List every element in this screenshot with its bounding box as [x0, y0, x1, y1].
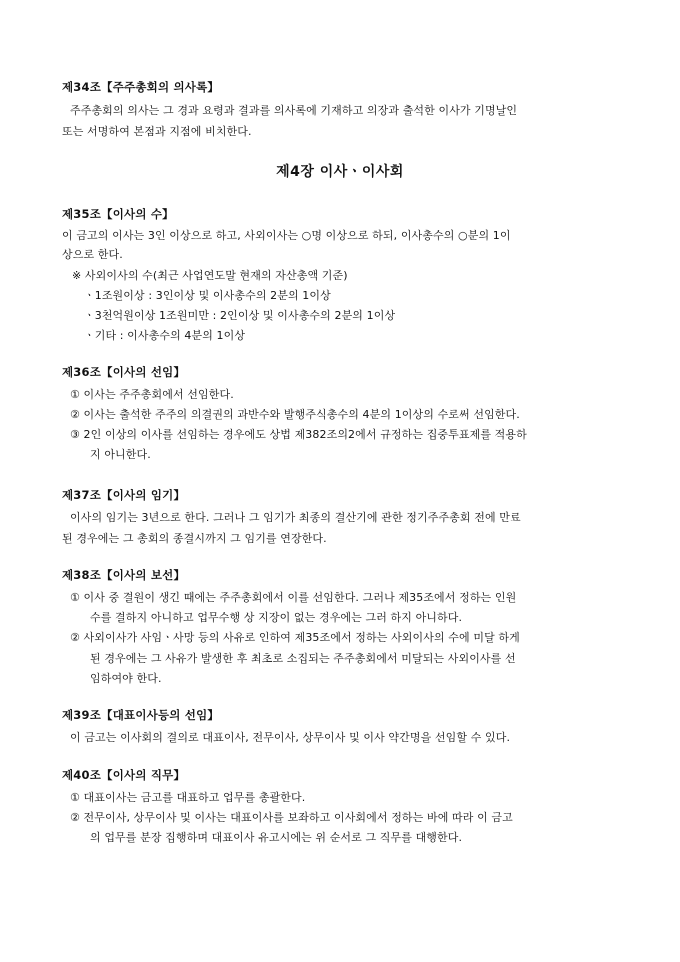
article-39-line-1: 이 금고는 이사회의 결의로 대표이사, 전무이사, 상무이사 및 이사 약간명을 선임할 수 있다.	[70, 731, 511, 744]
article-38-item-2-cont-1: 된 경우에는 그 사유가 발생한 후 최초로 소집되는 주주총회에서 미달되는 사외이사를 선	[90, 652, 516, 665]
article-40-item-2: ② 전무이사, 상무이사 및 이사는 대표이사를 보좌하고 이사회에서 정하는 바에 따라 이 금고	[70, 811, 513, 824]
article-37-heading: 제37조【이사의 임기】	[62, 488, 186, 502]
article-35-line-1: 이 금고의 이사는 3인 이상으로 하고, 사외이사는 ○명 이상으로 하되, 이사총수의 ○분의 1이	[62, 229, 511, 242]
article-40-item-2-cont: 의 업무를 분장 집행하며 대표이사 유고시에는 위 순서로 그 직무를 대행한다.	[90, 831, 463, 844]
article-35-note-item-1: ㆍ1조원이상 : 3인이상 및 이사총수의 2분의 1이상	[84, 289, 331, 302]
article-34-line-1: 주주총회의 의사는 그 경과 요령과 결과를 의사록에 기재하고 의장과 출석한 이사가 기명날인	[70, 104, 518, 117]
article-35-heading: 제35조【이사의 수】	[62, 207, 174, 221]
article-38-item-2-cont-2: 임하여야 한다.	[90, 672, 162, 685]
article-38-item-1: ① 이사 중 결원이 생긴 때에는 주주총회에서 이를 선임한다. 그러나 제35조에서 정하는 인원	[70, 591, 517, 604]
article-38-heading: 제38조【이사의 보선】	[62, 568, 186, 582]
article-40-heading: 제40조【이사의 직무】	[62, 768, 186, 782]
article-38-item-1-cont: 수를 결하지 아니하고 업무수행 상 지장이 없는 경우에는 그러 하지 아니하다.	[90, 611, 463, 624]
article-36-heading: 제36조【이사의 선임】	[62, 365, 186, 379]
article-35-note-item-2: ㆍ3천억원이상 1조원미만 : 2인이상 및 이사총수의 2분의 1이상	[84, 309, 396, 322]
article-37-line-2: 된 경우에는 그 총회의 종결시까지 그 임기를 연장한다.	[62, 532, 327, 545]
article-34-heading: 제34조【주주총회의 의사록】	[62, 80, 220, 94]
article-35-line-2: 상으로 한다.	[62, 248, 123, 261]
article-36-item-3: ③ 2인 이상의 이사를 선임하는 경우에도 상법 제382조의2에서 규정하는 집중투표제를 적용하	[70, 428, 527, 441]
article-37-line-1: 이사의 임기는 3년으로 한다. 그러나 그 임기가 최종의 결산기에 관한 정기주주총회 전에 만료	[70, 511, 521, 524]
article-35-note: ※ 사외이사의 수(최근 사업연도말 현재의 자산총액 기준)	[72, 269, 348, 282]
article-40-item-1: ① 대표이사는 금고를 대표하고 업무를 총괄한다.	[70, 791, 306, 804]
article-36-item-1: ① 이사는 주주총회에서 선임한다.	[70, 388, 234, 401]
article-35-note-item-3: ㆍ기타 : 이사총수의 4분의 1이상	[84, 329, 246, 342]
article-36-item-3-cont: 지 아니한다.	[90, 448, 151, 461]
chapter-title: 제4장 이사ㆍ이사회	[276, 164, 404, 180]
article-38-item-2: ② 사외이사가 사임ㆍ사망 등의 사유로 인하여 제35조에서 정하는 사외이사의 수에 미달 하게	[70, 631, 520, 644]
article-39-heading: 제39조【대표이사등의 선임】	[62, 708, 220, 722]
article-34-line-2: 또는 서명하여 본점과 지점에 비치한다.	[62, 125, 252, 138]
article-36-item-2: ② 이사는 출석한 주주의 의결권의 과반수와 발행주식총수의 4분의 1이상의 수로써 선임한다.	[70, 408, 520, 421]
